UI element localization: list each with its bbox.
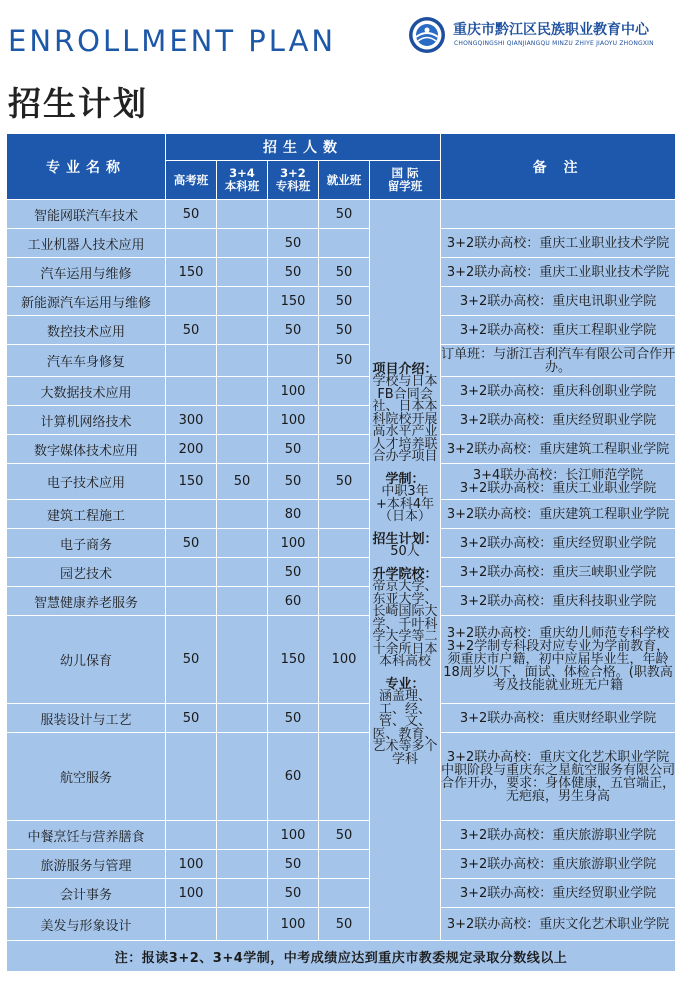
cell-gaokao: 300 bbox=[166, 406, 217, 435]
cell-gaokao: 100 bbox=[166, 850, 217, 879]
major-name: 工业机器人技术应用 bbox=[7, 229, 166, 258]
header-employ: 就业班 bbox=[319, 161, 370, 200]
major-name: 中餐烹饪与营养膳食 bbox=[7, 821, 166, 850]
cell-b32: 50 bbox=[268, 879, 319, 908]
table-row bbox=[7, 345, 676, 377]
cell-employ bbox=[319, 377, 370, 406]
cell-gaokao bbox=[166, 345, 217, 377]
major-name: 智能网联汽车技术 bbox=[7, 200, 166, 229]
intl-schools-label: 升学院校： bbox=[372, 566, 438, 582]
remark-cell: 3+2联办高校：重庆电讯职业学院 bbox=[441, 287, 676, 316]
major-name: 建筑工程施工 bbox=[7, 500, 166, 529]
major-name: 服装设计与工艺 bbox=[7, 704, 166, 733]
cell-b34 bbox=[217, 258, 268, 287]
intl-plan-label: 招生计划： bbox=[372, 531, 438, 547]
cell-b32: 50 bbox=[268, 435, 319, 464]
cell-b32: 50 bbox=[268, 229, 319, 258]
remark-cell: 3+2联办高校：重庆工业职业技术学院 bbox=[441, 229, 676, 258]
cell-gaokao: 150 bbox=[166, 464, 217, 500]
cell-employ bbox=[319, 733, 370, 821]
cell-b34 bbox=[217, 558, 268, 587]
header-major: 专业名称 bbox=[7, 134, 166, 200]
header-intl-line1: 国 际 bbox=[391, 166, 419, 180]
table-row bbox=[7, 908, 676, 941]
table-row bbox=[7, 258, 676, 287]
remark-cell: 3+2联办高校：重庆经贸职业学院 bbox=[441, 406, 676, 435]
cell-b34 bbox=[217, 529, 268, 558]
table-row bbox=[7, 821, 676, 850]
cell-gaokao: 200 bbox=[166, 435, 217, 464]
major-name: 智慧健康养老服务 bbox=[7, 587, 166, 616]
header-b32 bbox=[268, 161, 319, 200]
cell-b32: 60 bbox=[268, 733, 319, 821]
remark-cell: 3+2联办高校：重庆旅游职业学院 bbox=[441, 821, 676, 850]
cell-gaokao bbox=[166, 558, 217, 587]
footer-note: 注：报读3+2、3+4学制，中考成绩应达到重庆市教委规定录取分数线以上 bbox=[7, 941, 676, 972]
cell-b32: 100 bbox=[268, 529, 319, 558]
remark-cell bbox=[441, 464, 676, 500]
remark-cell: 3+2联办高校：重庆建筑工程职业学院 bbox=[441, 500, 676, 529]
cell-b32: 150 bbox=[268, 616, 319, 704]
table-row bbox=[7, 850, 676, 879]
school-name-en: CHONGQINGSHI QIANJIANGQU MINZU ZHIYE JIAOYU ZHONGXIN bbox=[454, 40, 654, 47]
international-program-info bbox=[370, 200, 441, 941]
table-row bbox=[7, 464, 676, 500]
remark-cell: 3+2联办高校：重庆文化艺术职业学院 中职阶段与重庆东之星航空服务有限公司合作开办，要求：身体健康，五官端正，无疤痕，男生身高 bbox=[441, 733, 676, 821]
table-row bbox=[7, 435, 676, 464]
table-row bbox=[7, 529, 676, 558]
cell-employ: 50 bbox=[319, 200, 370, 229]
table-row bbox=[7, 616, 676, 704]
cell-b32: 100 bbox=[268, 377, 319, 406]
cell-b32: 80 bbox=[268, 500, 319, 529]
cell-b34 bbox=[217, 229, 268, 258]
cell-b32: 50 bbox=[268, 704, 319, 733]
table-row bbox=[7, 733, 676, 821]
table-row bbox=[7, 587, 676, 616]
cell-gaokao bbox=[166, 587, 217, 616]
intl-majors-text: 涵盖理、工、经、管、文、医、教育、艺术等多个学科 bbox=[372, 689, 438, 767]
cell-gaokao: 50 bbox=[166, 316, 217, 345]
school-name-cn: 重庆市黔江区民族职业教育中心 bbox=[453, 22, 649, 38]
intl-intro-label: 项目介绍： bbox=[372, 361, 438, 377]
cell-b34 bbox=[217, 850, 268, 879]
cell-employ bbox=[319, 229, 370, 258]
cell-b34 bbox=[217, 587, 268, 616]
cell-employ: 50 bbox=[319, 316, 370, 345]
cell-b32: 50 bbox=[268, 316, 319, 345]
cell-b32: 100 bbox=[268, 406, 319, 435]
remark-cell: 3+2联办高校：重庆文化艺术职业学院 bbox=[441, 908, 676, 941]
table-row bbox=[7, 704, 676, 733]
cell-b34 bbox=[217, 287, 268, 316]
cell-employ bbox=[319, 558, 370, 587]
table-row bbox=[7, 500, 676, 529]
major-name: 数控技术应用 bbox=[7, 316, 166, 345]
cell-b34 bbox=[217, 200, 268, 229]
cell-b32: 50 bbox=[268, 850, 319, 879]
major-name: 航空服务 bbox=[7, 733, 166, 821]
header-intl-line2: 留学班 bbox=[387, 179, 423, 193]
cell-b34 bbox=[217, 377, 268, 406]
cell-gaokao bbox=[166, 287, 217, 316]
major-name: 新能源汽车运用与维修 bbox=[7, 287, 166, 316]
cell-gaokao: 50 bbox=[166, 704, 217, 733]
header-b32-line2: 专科班 bbox=[275, 179, 311, 193]
cell-gaokao bbox=[166, 229, 217, 258]
remark-line: 3+4联办高校：长江师范学院 bbox=[472, 467, 644, 483]
remark-cell: 3+2联办高校：重庆工业职业技术学院 bbox=[441, 258, 676, 287]
cell-b32: 150 bbox=[268, 287, 319, 316]
cell-employ bbox=[319, 529, 370, 558]
major-name: 旅游服务与管理 bbox=[7, 850, 166, 879]
intl-system-text: 中职3年+本科4年（日本） bbox=[375, 484, 435, 525]
table-row bbox=[7, 558, 676, 587]
cell-employ bbox=[319, 879, 370, 908]
cell-employ: 50 bbox=[319, 464, 370, 500]
cell-employ: 50 bbox=[319, 908, 370, 941]
table-row bbox=[7, 229, 676, 258]
remark-cell: 3+2联办高校：重庆三峡职业学院 bbox=[441, 558, 676, 587]
cell-employ bbox=[319, 850, 370, 879]
table-row bbox=[7, 879, 676, 908]
page-title-en: ENROLLMENT PLAN bbox=[8, 24, 337, 58]
cell-gaokao: 50 bbox=[166, 616, 217, 704]
cell-b34 bbox=[217, 733, 268, 821]
cell-b34 bbox=[217, 345, 268, 377]
remark-line: 3+2联办高校：重庆工业职业学院 bbox=[459, 480, 657, 496]
school-emblem-icon bbox=[408, 16, 446, 54]
cell-gaokao: 100 bbox=[166, 879, 217, 908]
cell-b34 bbox=[217, 616, 268, 704]
page-title-cn: 招生计划 bbox=[8, 84, 148, 123]
cell-b32: 50 bbox=[268, 258, 319, 287]
major-name: 数字媒体技术应用 bbox=[7, 435, 166, 464]
header-gaokao: 高考班 bbox=[166, 161, 217, 200]
header-b34-line1: 3+4 bbox=[229, 166, 255, 180]
remark-cell: 3+2联办高校：重庆科创职业学院 bbox=[441, 377, 676, 406]
cell-b34 bbox=[217, 406, 268, 435]
header-b34-line2: 本科班 bbox=[224, 179, 260, 193]
remark-cell: 3+2联办高校：重庆经贸职业学院 bbox=[441, 879, 676, 908]
cell-employ bbox=[319, 406, 370, 435]
header-b34 bbox=[217, 161, 268, 200]
remark-cell: 3+2联办高校：重庆旅游职业学院 bbox=[441, 850, 676, 879]
cell-gaokao bbox=[166, 908, 217, 941]
major-name: 幼儿保育 bbox=[7, 616, 166, 704]
remark-cell bbox=[441, 200, 676, 229]
remark-cell: 3+2联办高校：重庆财经职业学院 bbox=[441, 704, 676, 733]
cell-gaokao bbox=[166, 377, 217, 406]
cell-employ bbox=[319, 500, 370, 529]
cell-employ: 50 bbox=[319, 287, 370, 316]
major-name: 大数据技术应用 bbox=[7, 377, 166, 406]
cell-b32: 100 bbox=[268, 821, 319, 850]
cell-gaokao bbox=[166, 821, 217, 850]
intl-system-label: 学制： bbox=[385, 471, 425, 487]
major-name: 会计事务 bbox=[7, 879, 166, 908]
intl-majors-label: 专业： bbox=[385, 676, 425, 692]
cell-b34 bbox=[217, 704, 268, 733]
cell-b34 bbox=[217, 316, 268, 345]
cell-gaokao bbox=[166, 500, 217, 529]
cell-b32 bbox=[268, 200, 319, 229]
table-row bbox=[7, 200, 676, 229]
header-enrollment: 招生人数 bbox=[166, 134, 441, 161]
cell-employ bbox=[319, 587, 370, 616]
table-row bbox=[7, 406, 676, 435]
header-b32-line1: 3+2 bbox=[280, 166, 306, 180]
cell-b32: 50 bbox=[268, 558, 319, 587]
cell-gaokao: 150 bbox=[166, 258, 217, 287]
remark-cell: 3+2联办高校：重庆工程职业学院 bbox=[441, 316, 676, 345]
cell-b32: 50 bbox=[268, 464, 319, 500]
cell-b34 bbox=[217, 908, 268, 941]
major-name: 汽车车身修复 bbox=[7, 345, 166, 377]
cell-b34: 50 bbox=[217, 464, 268, 500]
header-intl bbox=[370, 161, 441, 200]
footer-row bbox=[7, 941, 676, 972]
intl-schools-text: 帝京大学、东亚大学、长崎国际大学、千叶科学大学等二十余所日本本科高校 bbox=[372, 579, 438, 670]
cell-gaokao bbox=[166, 733, 217, 821]
remark-cell: 订单班：与浙江吉利汽车有限公司合作开办。 bbox=[441, 346, 676, 375]
cell-employ: 50 bbox=[319, 258, 370, 287]
cell-b34 bbox=[217, 500, 268, 529]
cell-employ: 100 bbox=[319, 616, 370, 704]
cell-employ: 50 bbox=[319, 821, 370, 850]
intl-intro-text: 学校与日本FB合同会社、日本本科院校开展高水平产业人才培养联合办学项目 bbox=[372, 374, 438, 465]
major-name: 汽车运用与维修 bbox=[7, 258, 166, 287]
major-name: 美发与形象设计 bbox=[7, 908, 166, 941]
major-name: 园艺技术 bbox=[7, 558, 166, 587]
intl-plan-text: 50人 bbox=[390, 544, 420, 560]
cell-employ bbox=[319, 704, 370, 733]
cell-employ bbox=[319, 435, 370, 464]
major-name: 电子商务 bbox=[7, 529, 166, 558]
remark-cell: 3+2联办高校：重庆科技职业学院 bbox=[441, 587, 676, 616]
major-name: 电子技术应用 bbox=[7, 464, 166, 500]
cell-b34 bbox=[217, 821, 268, 850]
table-row bbox=[7, 316, 676, 345]
cell-b32: 100 bbox=[268, 908, 319, 941]
cell-b32: 60 bbox=[268, 587, 319, 616]
cell-gaokao: 50 bbox=[166, 529, 217, 558]
cell-employ: 50 bbox=[319, 345, 370, 377]
cell-b34 bbox=[217, 879, 268, 908]
major-name: 计算机网络技术 bbox=[7, 406, 166, 435]
table-row bbox=[7, 377, 676, 406]
remark-cell: 3+2联办高校：重庆建筑工程职业学院 bbox=[441, 435, 676, 464]
remark-cell: 3+2联办高校：重庆幼儿师范专科学校 3+2学制专科段对应专业为学前教育，须重庆市户籍，初中应届毕业生，年龄18周岁以下，面试、体检合格。(职教高考及技能就业班无户籍 bbox=[441, 616, 676, 704]
header-remarks: 备 注 bbox=[441, 134, 676, 200]
table-row bbox=[7, 287, 676, 316]
cell-gaokao: 50 bbox=[166, 200, 217, 229]
remark-cell: 3+2联办高校：重庆经贸职业学院 bbox=[441, 529, 676, 558]
cell-b32 bbox=[268, 345, 319, 377]
enrollment-plan-table bbox=[6, 133, 676, 972]
cell-b34 bbox=[217, 435, 268, 464]
